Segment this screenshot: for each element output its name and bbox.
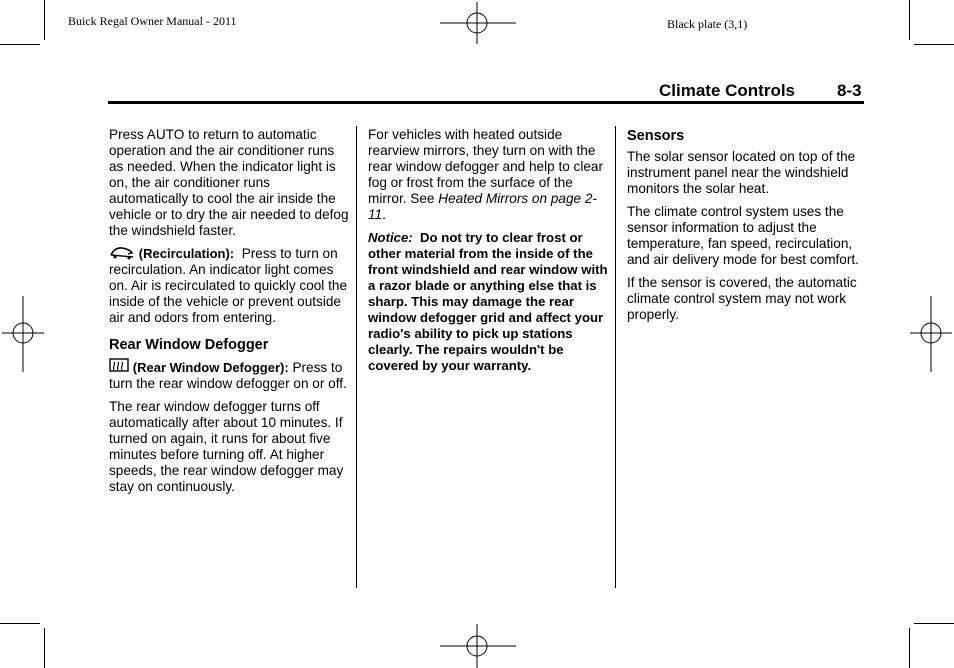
defogger-paragraph xyxy=(109,358,349,392)
recirculation-paragraph xyxy=(109,246,349,326)
section-heading: Rear Window Defogger xyxy=(109,337,269,353)
column-divider xyxy=(615,126,616,588)
recirculation-text: Press to turn on recirculation. An indicator light comes on. Air is recirculated to quickly cool the inside of the vehicle or prevent outside air and odors from entering. xyxy=(109,246,348,325)
crop-mark xyxy=(0,623,40,624)
crop-mark xyxy=(909,0,910,40)
paragraph: Press AUTO to return to automatic operation and the air conditioner runs as needed. When the indicator light is on, the air conditioner runs automatically to cool the air inside the vehicle or to dry the air needed to defog the windshield faster. xyxy=(109,127,349,238)
notice-paragraph xyxy=(368,230,608,374)
crop-mark xyxy=(914,44,954,45)
cross-reference: Heated Mirrors on page 2-11 xyxy=(368,191,597,222)
paragraph: The rear window defogger turns off automatically after about 10 minutes. If turned on again, it runs for about five minutes before turning off. At higher speeds, the rear window defogger may stay on continuously. xyxy=(109,399,344,494)
paragraph: The climate control system uses the sensor information to adjust the temperature, fan speed, recirculation, and air delivery mode for best comfort. xyxy=(627,204,859,267)
page-number: 8-3 xyxy=(837,81,862,100)
heated-mirrors-text: For vehicles with heated outside rearview mirrors, they turn on with the rear window defogger and help to clear fog or frost from the surface of the mirror. See xyxy=(368,127,604,206)
plate-label: Black plate (3,1) xyxy=(667,17,748,31)
paragraph: If the sensor is covered, the automatic climate control system may not work properly. xyxy=(627,275,857,322)
period: . xyxy=(382,207,386,222)
defogger-text: Press to turn the rear window defogger on or off. xyxy=(109,360,347,391)
column-divider xyxy=(356,126,357,588)
paragraph: The solar sensor located on top of the instrument panel near the windshield monitors the solar heat. xyxy=(627,149,856,196)
section-heading: Sensors xyxy=(627,128,685,144)
registration-mark-left xyxy=(2,296,44,372)
registration-mark-top xyxy=(440,2,516,44)
defogger-label: (Rear Window Defogger): xyxy=(132,360,289,375)
column-2 xyxy=(368,127,608,381)
section-title: Climate Controls xyxy=(659,81,796,100)
registration-mark-right xyxy=(910,296,952,372)
notice-label: Notice: xyxy=(368,230,413,245)
registration-mark-bottom xyxy=(440,624,516,668)
heated-mirrors-paragraph xyxy=(368,127,608,223)
crop-mark xyxy=(0,44,40,45)
crop-mark xyxy=(44,0,45,40)
column-1 xyxy=(109,127,349,502)
recirculation-icon xyxy=(109,246,135,260)
manual-title: Buick Regal Owner Manual - 2011 xyxy=(68,14,237,28)
crop-mark xyxy=(909,628,910,668)
rear-defog-icon xyxy=(109,358,129,374)
crop-mark xyxy=(914,623,954,624)
column-3 xyxy=(627,127,867,330)
notice-text: Do not try to clear frost or other material from the inside of the front windshield and rear window with a razor blade or anything else that is sharp. This may damage the rear window defogger grid and affect your radio's ability to pick up stations clearly. The repairs wouldn't be covered by your warranty. xyxy=(368,230,608,373)
header-rule xyxy=(108,101,864,104)
crop-mark xyxy=(44,628,45,668)
recirculation-label: (Recirculation): xyxy=(138,246,235,261)
